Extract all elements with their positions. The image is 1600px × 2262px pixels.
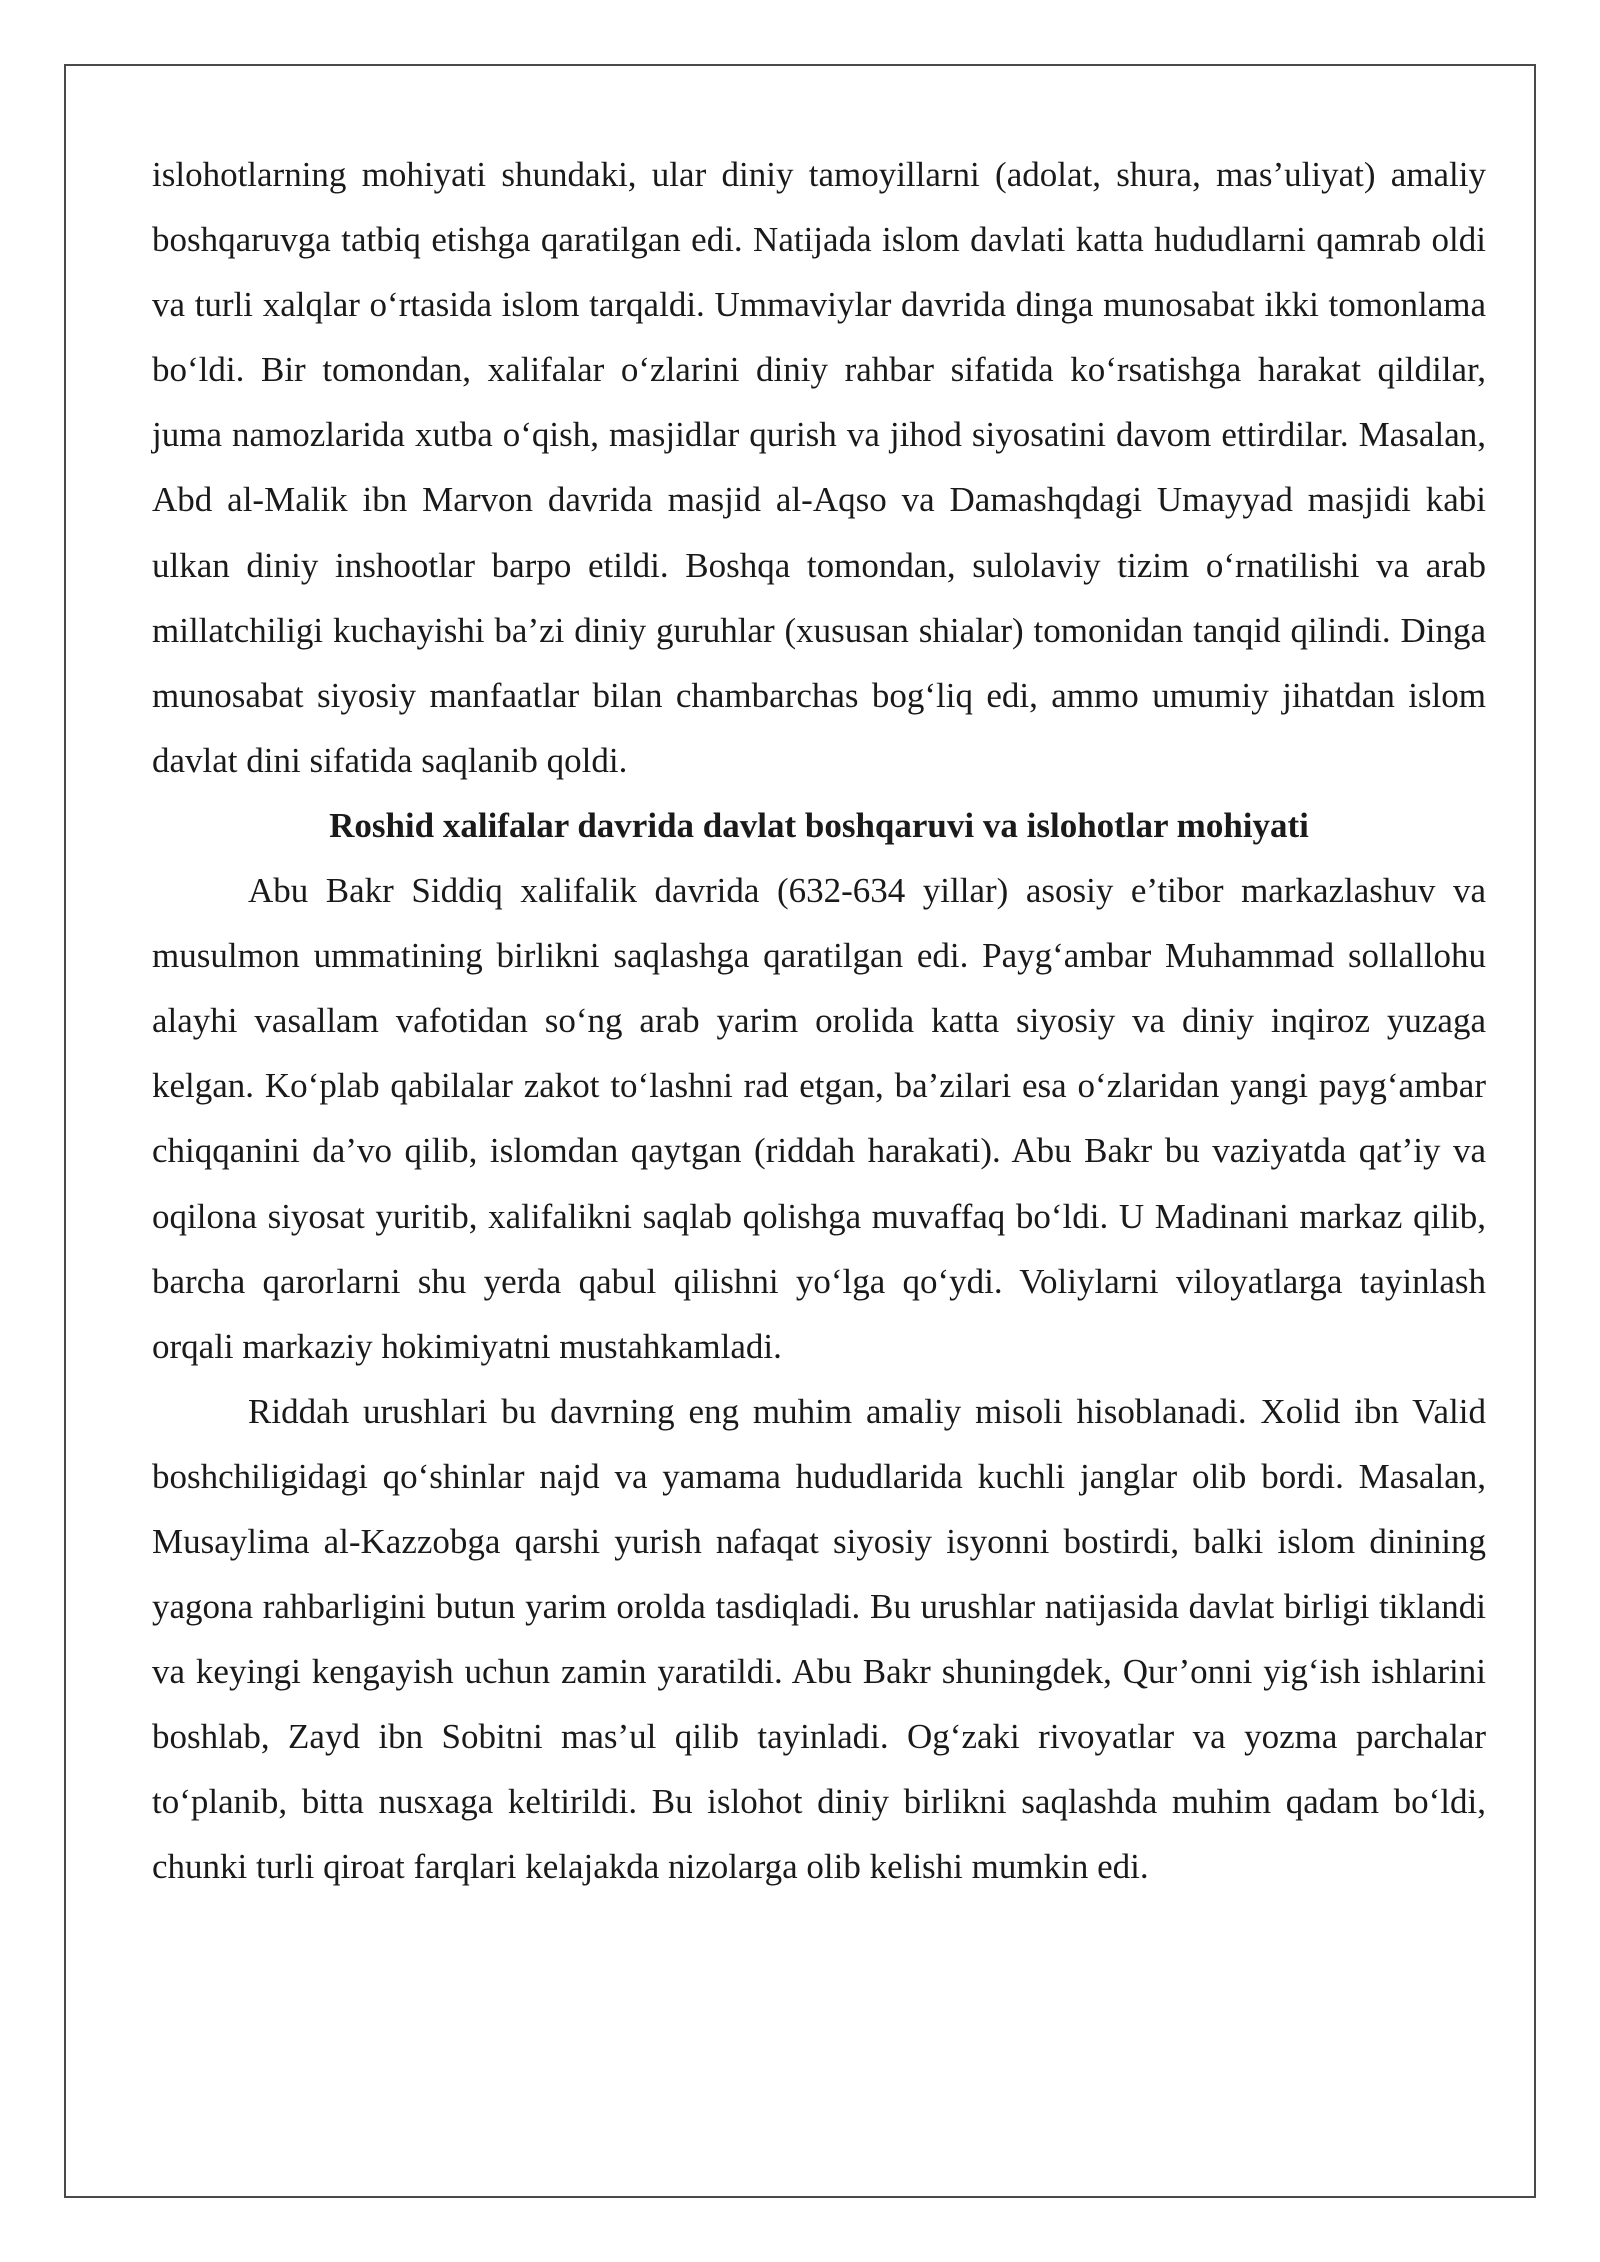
section-heading: Roshid xalifalar davrida davlat boshqaruvi va islohotlar mohiyati xyxy=(329,805,1309,845)
document-body xyxy=(152,142,1486,1900)
paragraph-riddah-wars: Riddah urushlari bu davrning eng muhim amaliy misoli hisoblanadi. Xolid ibn Valid boshchiligidagi qo‘shinlar najd va yamama hududlarida kuchli janglar olib bordi. Masalan, Musaylima al-Kazzobga qarshi yurish nafaqat siyosiy isyonni bostirdi, balki islom dinining yagona rahbarligini butun yarim orolda tasdiqladi. Bu urushlar natijasida davlat birligi tiklandi va keyingi kengayish uchun zamin yaratildi. Abu Bakr shuningdek, Qur’onni yig‘ish ishlarini boshlab, Zayd ibn Sobitni mas’ul qilib tayinladi. Og‘zaki rivoyatlar va yozma parchalar to‘planib, bitta nusxaga keltirildi. Bu islohot diniy birlikni saqlashda muhim qadam bo‘ldi, chunki turli qiroat farqlari kelajakda nizolarga olib kelishi mumkin edi. xyxy=(152,1391,1486,1887)
paragraph-abu-bakr: Abu Bakr Siddiq xalifalik davrida (632-634 yillar) asosiy e’tibor markazlashuv va musulmon ummatining birlikni saqlashga qaratilgan edi. Payg‘ambar Muhammad sollallohu alayhi vasallam vafotidan so‘ng arab yarim orolida katta siyosiy va diniy inqiroz yuzaga kelgan. Ko‘plab qabilalar zakot to‘lashni rad etgan, ba’zilari esa o‘zlaridan yangi payg‘ambar chiqqanini da’vo qilib, islomdan qaytgan (riddah harakati). Abu Bakr bu vaziyatda qat’iy va oqilona siyosat yuritib, xalifalikni saqlab qolishga muvaffaq bo‘ldi. U Madinani markaz qilib, barcha qarorlarni shu yerda qabul qilishni yo‘lga qo‘ydi. Voliylarni viloyatlarga tayinlash orqali markaziy hokimiyatni mustahkamladi. xyxy=(152,871,1486,1366)
paragraph-continuation: islohotlarning mohiyati shundaki, ular diniy tamoyillarni (adolat, shura, mas’uliyat) amaliy boshqaruvga tatbiq etishga qaratilgan edi. Natijada islom davlati katta hududlarni qamrab oldi va turli xalqlar o‘rtasida islom tarqaldi. Ummaviylar davrida dinga munosabat ikki tomonlama bo‘ldi. Bir tomondan, xalifalar o‘zlarini diniy rahbar sifatida ko‘rsatishga harakat qildilar, juma namozlarida xutba o‘qish, masjidlar qurish va jihod siyosatini davom ettirdilar. Masalan, Abd al-Malik ibn Marvon davrida masjid al-Aqso va Damashqdagi Umayyad masjidi kabi ulkan diniy inshootlar barpo etildi. Boshqa tomondan, sulolaviy tizim o‘rnatilishi va arab millatchiligi kuchayishi ba’zi diniy guruhlar (xususan shialar) tomonidan tanqid qilindi. Dinga munosabat siyosiy manfaatlar bilan chambarchas bog‘liq edi, ammo umumiy jihatdan islom davlat dini sifatida saqlanib qoldi. xyxy=(152,155,1486,780)
